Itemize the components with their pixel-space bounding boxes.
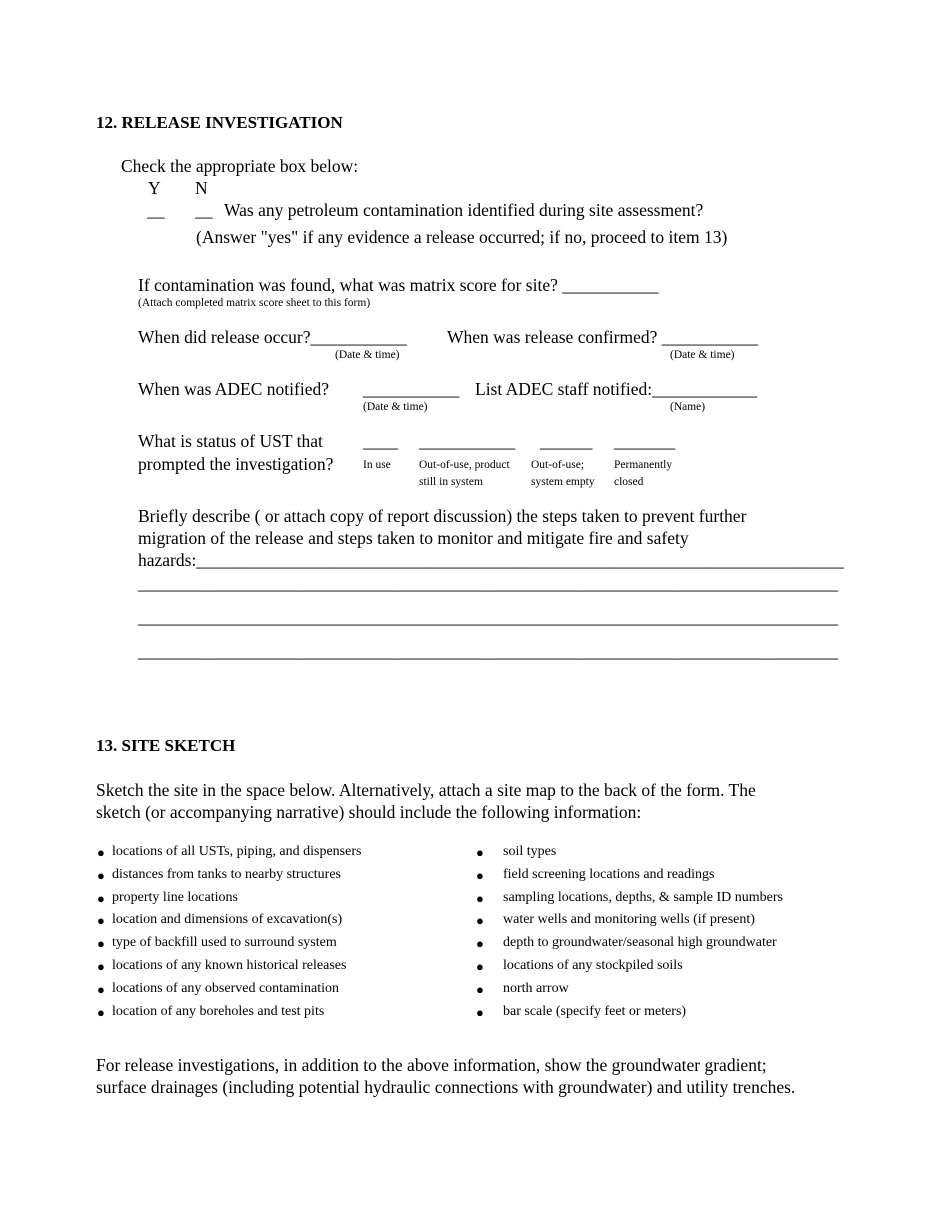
bullet-icon: ● bbox=[476, 913, 484, 929]
left-list-item: type of backfill used to surround system bbox=[112, 935, 337, 951]
bullet-icon: ● bbox=[97, 913, 105, 929]
bullet-icon: ● bbox=[97, 981, 105, 997]
yes-checkbox-blank[interactable]: __ bbox=[147, 200, 165, 220]
ust-out-of-use-product-blank[interactable]: ___________ bbox=[419, 431, 516, 451]
right-list-item: bar scale (specify feet or meters) bbox=[503, 1003, 687, 1019]
left-list-item: locations of any known historical releases bbox=[112, 958, 347, 973]
bullet-icon: ● bbox=[476, 1004, 484, 1020]
ust-permanently-closed-label-line1: Permanently bbox=[614, 459, 673, 471]
ust-permanently-closed-blank[interactable]: _______ bbox=[614, 431, 676, 451]
left-list-item: distances from tanks to nearby structures bbox=[112, 866, 341, 882]
ust-out-of-use-product-label-line1: Out-of-use, product bbox=[419, 459, 510, 471]
bullet-icon: ● bbox=[476, 936, 484, 952]
bullet-icon: ● bbox=[97, 959, 105, 974]
contamination-question: Was any petroleum contamination identified during site assessment? bbox=[224, 200, 704, 220]
describe-answer-line2[interactable]: ________________________________________________________________________________ bbox=[138, 607, 838, 627]
contamination-note: (Answer "yes" if any evidence a release occurred; if no, proceed to item 13) bbox=[196, 227, 728, 247]
check-intro: Check the appropriate box below: bbox=[121, 156, 359, 176]
right-list-item: north arrow bbox=[503, 980, 569, 996]
ust-out-of-use-empty-label-line1: Out-of-use; bbox=[531, 459, 585, 471]
sketch-intro-line2: sketch (or accompanying narrative) should include the following information: bbox=[96, 802, 642, 822]
ust-status-question-line2: prompted the investigation? bbox=[138, 454, 334, 474]
left-list-item: property line locations bbox=[112, 889, 238, 905]
no-column-label: N bbox=[195, 178, 208, 198]
adec-notified-hint: (Date & time) bbox=[363, 401, 428, 413]
right-list-item: locations of any stockpiled soils bbox=[503, 958, 683, 973]
bullet-icon: ● bbox=[476, 981, 484, 997]
bullet-icon: ● bbox=[97, 867, 105, 883]
bullet-icon: ● bbox=[476, 890, 484, 906]
closing-line2: surface drainages (including potential hydraulic connections with groundwater) and utility trenches. bbox=[96, 1077, 796, 1097]
describe-prompt-line1: Briefly describe ( or attach copy of report discussion) the steps taken to prevent further bbox=[138, 506, 747, 526]
describe-answer-line0[interactable]: hazards:__________________________________________________________________________ bbox=[138, 550, 844, 570]
bullet-icon: ● bbox=[476, 845, 484, 860]
right-list-item: sampling locations, depths, & sample ID numbers bbox=[503, 889, 783, 905]
bullet-icon: ● bbox=[97, 936, 105, 952]
adec-staff-field[interactable]: List ADEC staff notified:____________ bbox=[475, 379, 758, 399]
right-list-item: field screening locations and readings bbox=[503, 866, 715, 882]
no-checkbox-blank[interactable]: __ bbox=[195, 200, 213, 220]
adec-notified-label: When was ADEC notified? bbox=[138, 379, 329, 399]
bullet-icon: ● bbox=[97, 890, 105, 906]
release-confirmed-field[interactable]: When was release confirmed? ___________ bbox=[447, 327, 759, 347]
ust-in-use-label: In use bbox=[363, 459, 391, 471]
matrix-score-question[interactable]: If contamination was found, what was matrix score for site? ___________ bbox=[138, 275, 659, 295]
ust-in-use-blank[interactable]: ____ bbox=[363, 431, 398, 451]
describe-prompt-line2: migration of the release and steps taken to monitor and mitigate fire and safety bbox=[138, 528, 689, 548]
bullet-icon: ● bbox=[97, 845, 105, 860]
left-list-item: location and dimensions of excavation(s) bbox=[112, 912, 343, 928]
left-list-item: location of any boreholes and test pits bbox=[112, 1003, 325, 1019]
sketch-intro-line1: Sketch the site in the space below. Alternatively, attach a site map to the back of the form. The bbox=[96, 780, 756, 800]
bullet-icon: ● bbox=[476, 959, 484, 974]
describe-answer-line3[interactable]: ________________________________________________________________________________ bbox=[138, 641, 838, 661]
release-occur-field[interactable]: When did release occur?___________ bbox=[138, 327, 407, 347]
ust-permanently-closed-label-line2: closed bbox=[614, 476, 644, 488]
closing-line1: For release investigations, in addition to the above information, show the groundwater gradient; bbox=[96, 1055, 767, 1075]
describe-answer-line1[interactable]: ________________________________________________________________________________ bbox=[138, 573, 838, 593]
matrix-score-note: (Attach completed matrix score sheet to this form) bbox=[138, 297, 371, 309]
ust-out-of-use-empty-label-line2: system empty bbox=[531, 476, 595, 488]
ust-status-question-line1: What is status of UST that bbox=[138, 431, 323, 451]
ust-out-of-use-product-label-line2: still in system bbox=[419, 476, 483, 488]
release-confirmed-hint: (Date & time) bbox=[670, 349, 735, 361]
ust-out-of-use-empty-blank[interactable]: ______ bbox=[540, 431, 593, 451]
section-13-heading: 13. SITE SKETCH bbox=[96, 736, 236, 755]
right-list-item: soil types bbox=[503, 844, 557, 859]
left-list-item: locations of all USTs, piping, and dispensers bbox=[112, 844, 362, 859]
bullet-icon: ● bbox=[97, 1004, 105, 1020]
bullet-icon: ● bbox=[476, 867, 484, 883]
adec-notified-field[interactable]: ___________ bbox=[363, 379, 460, 399]
right-list-item: water wells and monitoring wells (if present) bbox=[503, 912, 755, 928]
adec-staff-hint: (Name) bbox=[670, 401, 706, 413]
left-list-item: locations of any observed contamination bbox=[112, 980, 340, 996]
right-list-item: depth to groundwater/seasonal high groundwater bbox=[503, 935, 777, 951]
section-12-heading: 12. RELEASE INVESTIGATION bbox=[96, 113, 343, 132]
yes-column-label: Y bbox=[148, 178, 161, 198]
release-occur-hint: (Date & time) bbox=[335, 349, 400, 361]
